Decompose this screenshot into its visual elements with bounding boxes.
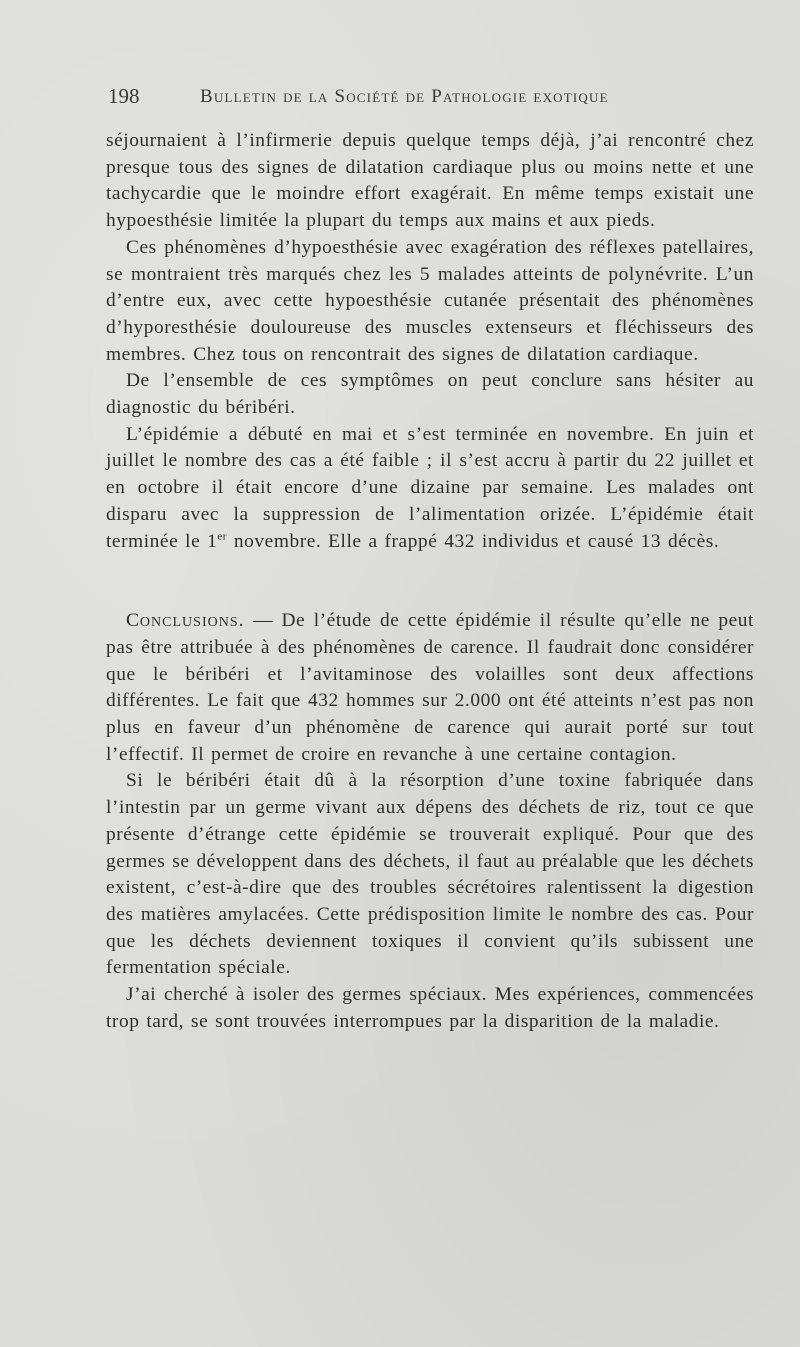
epidemic-text-start: L’épidémie a débuté en mai et s’est terminée en novembre. En juin et juillet le nombre des cas a été faible ; il s’est accru à partir du 22 juillet et en octobre il était encore d’une dizaine par semaine. Les malades ont disparu avec la suppression de l’alimentation orizée. L’épidémie était terminée le 1 — [106, 423, 754, 552]
ordinal-superscript: er — [217, 530, 228, 543]
conclusions-heading: Conclusions. — [126, 610, 245, 632]
epidemic-text-end: novembre. Elle a frappé 432 individus et causé 13 décès. — [227, 530, 720, 552]
running-title: Bulletin de la Société de Pathologie exotique — [200, 86, 609, 107]
page-number: 198 — [108, 84, 140, 108]
paragraph-toxin-hypothesis: Si le béribéri était dû à la résorption d’une toxine fabriquée dans l’intestin par un germe vivant aux dépens des déchets de riz, tout ce que présente d’étrange cette épidémie se trouverait expliqué. Pour que des germes se développent dans des déchets, il faut au préalable que les déchets existent, c’est-à-dire que des troubles sécrétoires ralentissent la digestion des matières amylacées. Cette prédisposition limite le nombre des cas. Pour que les déchets deviennent toxiques il convient qu’ils subissent une fermentation spéciale. — [106, 770, 754, 979]
body-text — [106, 128, 754, 1036]
page-header — [108, 84, 758, 114]
paragraph-continuation: séjournaient à l’infirmerie depuis quelque temps déjà, j’ai rencontré chez presque tous des signes de dilatation cardiaque plus ou moins nette et une tachycardie que le moindre effort exagérait. En même temps existait une hypoesthésie limitée la plupart du temps aux mains et aux pieds. — [106, 130, 754, 232]
paragraph-conclusions — [106, 608, 754, 768]
paragraph-hypoesthesia: Ces phénomènes d’hypoesthésie avec exagération des réflexes patellaires, se montraient très marqués chez les 5 malades atteints de polynévrite. L’un d’entre eux, avec cette hypoesthésie cutanée présentait des phénomènes d’hyporesthésie douloureuse des muscles extenseurs et fléchisseurs des membres. Chez tous on rencontrait des signes de dilatation cardiaque. — [106, 236, 754, 365]
paragraph-epidemic-course — [106, 422, 754, 556]
conclusions-text: — De l’étude de cette épidémie il résulte qu’elle ne peut pas être attribuée à des phénomènes de carence. Il faudrait donc considérer que le béribéri et l’avitaminose des volailles sont deux affections différentes. Le fait que 432 hommes sur 2.000 ont été atteints n’est pas non plus en faveur d’un phénomène de carence qui aurait porté sur tout l’effectif. Il permet de croire en revanche à une certaine contagion. — [106, 610, 754, 765]
section-gap — [106, 555, 754, 608]
paragraph-experiments: J’ai cherché à isoler des germes spéciaux. Mes expériences, commencées trop tard, se sont trouvées interrompues par la disparition de la maladie. — [106, 984, 754, 1032]
paragraph-diagnosis: De l’ensemble de ces symptômes on peut conclure sans hésiter au diagnostic du béribéri. — [106, 370, 754, 419]
